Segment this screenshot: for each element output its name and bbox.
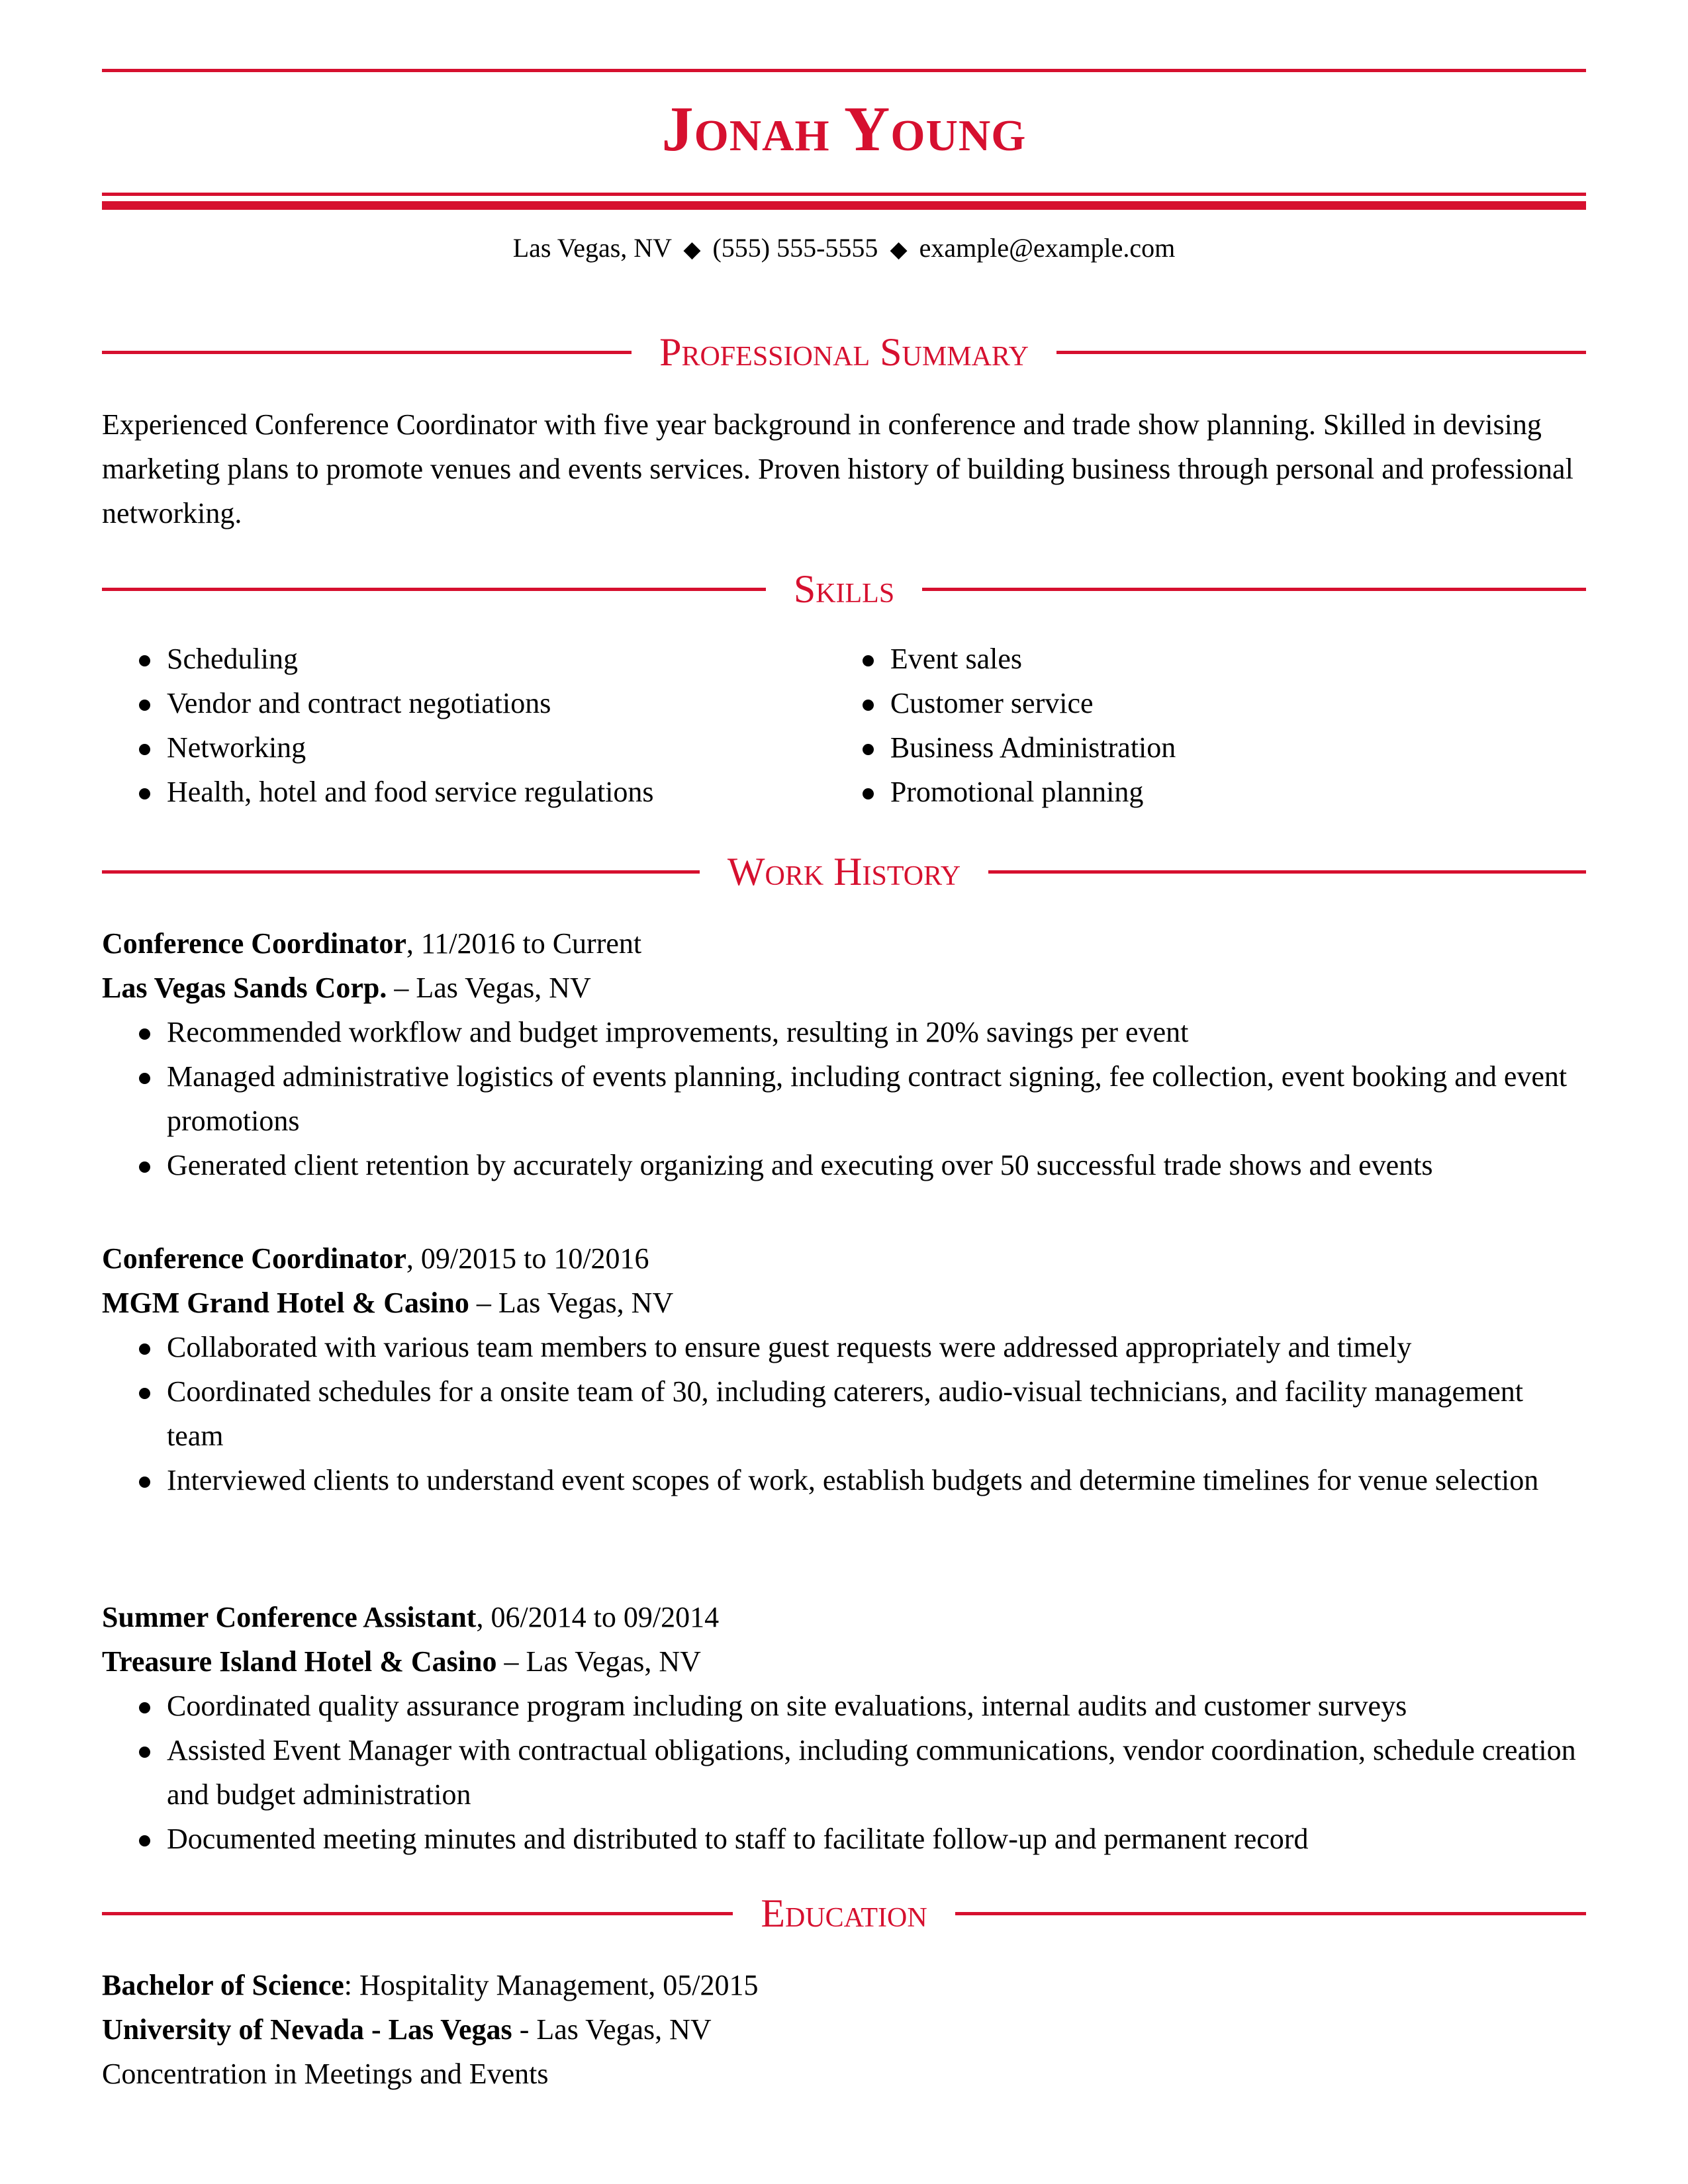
heading-rule-right xyxy=(922,588,1586,591)
section-title: Work History xyxy=(727,850,961,893)
job-bullet: Generated client retention by accurately organizing and executing over 50 successful trade shows and events xyxy=(102,1143,1586,1187)
section-title: Skills xyxy=(793,567,895,611)
heading-rule-left xyxy=(102,1912,733,1915)
school-name: University of Nevada - Las Vegas xyxy=(102,2013,512,2046)
job-entry xyxy=(102,921,1586,1187)
job-bullets xyxy=(102,1325,1586,1502)
section-title: Professional Summary xyxy=(659,330,1029,374)
job-title-line xyxy=(102,1236,1586,1281)
job-role: Summer Conference Assistant xyxy=(102,1601,477,1633)
section-heading-summary xyxy=(102,329,1586,375)
diamond-separator-icon: ◆ xyxy=(890,238,908,262)
skills-list xyxy=(102,637,1586,814)
contact-line xyxy=(0,230,1688,268)
degree-line xyxy=(102,1963,1586,2007)
job-bullet: Coordinated schedules for a onsite team of 30, including caterers, audio-visual technicians, and facility management team xyxy=(102,1369,1586,1458)
degree: Bachelor of Science xyxy=(102,1969,344,2001)
school-line xyxy=(102,2007,1586,2052)
header-top-rule xyxy=(102,69,1586,72)
job-bullet: Recommended workflow and budget improvements, resulting in 20% savings per event xyxy=(102,1010,1586,1054)
summary-text: Experienced Conference Coordinator with five year background in conference and trade show planning. Skilled in devising marketing plans to promote venues and events services. Proven history of building business through personal and professional networking. xyxy=(102,408,1573,529)
contact-location: Las Vegas, NV xyxy=(512,233,672,263)
job-bullet: Documented meeting minutes and distributed to staff to facilitate follow-up and permanent record xyxy=(102,1817,1586,1861)
header-thin-rule xyxy=(102,193,1586,196)
skill-item: Scheduling xyxy=(102,637,863,681)
contact-phone: (555) 555-5555 xyxy=(712,233,878,263)
skills-column-left xyxy=(102,637,863,814)
job-bullets xyxy=(102,1010,1586,1187)
skill-item: Vendor and contract negotiations xyxy=(102,681,863,725)
skill-item: Networking xyxy=(102,725,863,770)
heading-rule-left xyxy=(102,588,766,591)
job-bullets xyxy=(102,1684,1586,1861)
job-bullet: Interviewed clients to understand event scopes of work, establish budgets and determine timelines for venue selection xyxy=(102,1458,1586,1502)
job-bullet: Coordinated quality assurance program including on site evaluations, internal audits and customer surveys xyxy=(102,1684,1586,1728)
heading-rule-left xyxy=(102,870,700,874)
skills-column-right xyxy=(863,637,1586,814)
job-entry xyxy=(102,1595,1586,1861)
heading-rule-right xyxy=(1056,351,1586,354)
job-title-line xyxy=(102,921,1586,966)
job-company: Las Vegas Sands Corp. xyxy=(102,972,387,1004)
candidate-name: Jonah Young xyxy=(661,93,1027,164)
job-location: – Las Vegas, NV xyxy=(387,972,591,1004)
skill-item: Promotional planning xyxy=(863,770,1586,814)
job-role: Conference Coordinator xyxy=(102,1242,406,1275)
skill-item: Health, hotel and food service regulations xyxy=(102,770,863,814)
job-location: – Las Vegas, NV xyxy=(469,1287,674,1319)
header-thick-rule xyxy=(102,201,1586,210)
job-bullet: Assisted Event Manager with contractual obligations, including communications, vendor coordination, schedule creation and budget administration xyxy=(102,1728,1586,1817)
job-company-line xyxy=(102,1639,1586,1684)
heading-rule-left xyxy=(102,351,632,354)
education-entry xyxy=(102,1963,1586,2096)
job-dates: , 11/2016 to Current xyxy=(406,927,642,960)
job-entry xyxy=(102,1236,1586,1502)
section-heading-work-history xyxy=(102,848,1586,895)
education-note: Concentration in Meetings and Events xyxy=(102,2058,549,2090)
skill-item: Event sales xyxy=(863,637,1586,681)
school-location: - Las Vegas, NV xyxy=(512,2013,712,2046)
heading-rule-right xyxy=(955,1912,1586,1915)
job-bullet: Collaborated with various team members to ensure guest requests were addressed appropriately and timely xyxy=(102,1325,1586,1369)
job-company: Treasure Island Hotel & Casino xyxy=(102,1645,497,1678)
job-role: Conference Coordinator xyxy=(102,927,406,960)
job-title-line xyxy=(102,1595,1586,1639)
job-company: MGM Grand Hotel & Casino xyxy=(102,1287,469,1319)
degree-field: : Hospitality Management, 05/2015 xyxy=(344,1969,759,2001)
contact-email: example@example.com xyxy=(919,233,1176,263)
section-heading-skills xyxy=(102,566,1586,612)
job-dates: , 09/2015 to 10/2016 xyxy=(406,1242,649,1275)
skill-item: Business Administration xyxy=(863,725,1586,770)
job-company-line xyxy=(102,966,1586,1010)
section-heading-education xyxy=(102,1890,1586,1936)
job-dates: , 06/2014 to 09/2014 xyxy=(476,1601,720,1633)
section-title: Education xyxy=(761,1891,927,1935)
job-bullet: Managed administrative logistics of events planning, including contract signing, fee collection, event booking and event promotions xyxy=(102,1054,1586,1143)
job-company-line xyxy=(102,1281,1586,1325)
job-location: – Las Vegas, NV xyxy=(496,1645,701,1678)
diamond-separator-icon: ◆ xyxy=(683,238,701,262)
heading-rule-right xyxy=(988,870,1586,874)
skill-item: Customer service xyxy=(863,681,1586,725)
